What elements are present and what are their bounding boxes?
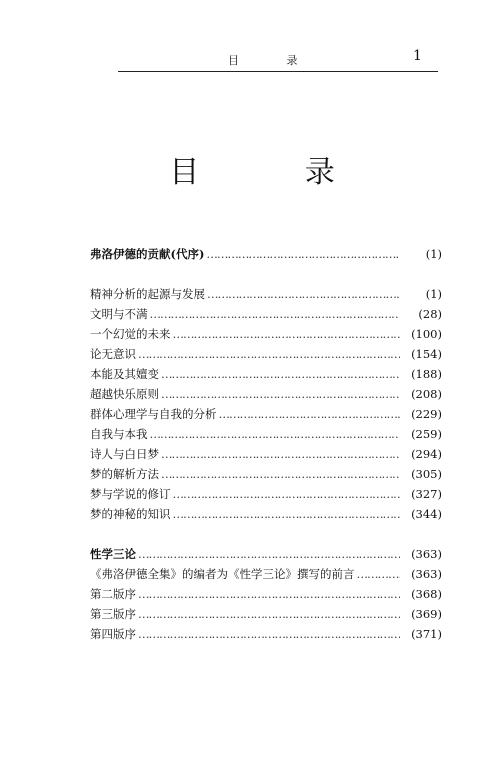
toc-entry[interactable] bbox=[90, 405, 442, 423]
toc-entry-page: (369) bbox=[411, 607, 442, 621]
toc-leader-dots bbox=[138, 585, 400, 603]
toc-entry-label: 本能及其嬗变 bbox=[90, 367, 159, 381]
toc-leader-dots bbox=[173, 325, 401, 343]
toc-entry[interactable] bbox=[90, 285, 442, 303]
toc-entry-label: 群体心理学与自我的分析 bbox=[90, 407, 217, 421]
toc-entry[interactable] bbox=[90, 565, 442, 583]
toc-entry-page: (363) bbox=[411, 567, 442, 581]
toc-entry-page: (305) bbox=[411, 467, 442, 481]
toc-entry[interactable] bbox=[90, 345, 442, 363]
toc-entry-label: 超越快乐原则 bbox=[90, 387, 159, 401]
toc-entry-page: (154) bbox=[411, 347, 442, 361]
toc-entry-page: (294) bbox=[411, 447, 442, 461]
toc-entry[interactable] bbox=[90, 425, 442, 443]
toc-leader-dots bbox=[161, 385, 400, 403]
toc-leader-dots bbox=[150, 425, 401, 443]
toc-entry-label: 第四版序 bbox=[90, 627, 136, 641]
toc-entry[interactable] bbox=[90, 445, 442, 463]
toc-entry-page: (344) bbox=[411, 507, 442, 521]
toc-entry-page: (327) bbox=[411, 487, 442, 501]
toc-entry-label: 弗洛伊德的贡献(代序) bbox=[90, 247, 205, 261]
toc-entry-label: 梦的解析方法 bbox=[90, 467, 159, 481]
toc-leader-dots bbox=[161, 365, 400, 383]
toc-entry-page: (1) bbox=[425, 287, 442, 301]
toc-entry[interactable] bbox=[90, 485, 442, 503]
toc-leader-dots bbox=[161, 465, 400, 483]
toc-entry[interactable] bbox=[90, 585, 442, 603]
toc-entry[interactable] bbox=[90, 365, 442, 383]
toc-entry-page: (208) bbox=[411, 387, 442, 401]
toc-entry-page: (371) bbox=[411, 627, 442, 641]
toc-entry-label: 《弗洛伊德全集》的编者为《性学三论》撰写的前言 bbox=[90, 567, 355, 581]
toc-entry-page: (259) bbox=[411, 427, 442, 441]
running-head-title: 目 录 bbox=[228, 54, 320, 67]
toc-entry-page: (363) bbox=[411, 547, 442, 561]
toc-entry[interactable] bbox=[90, 545, 442, 563]
toc-entry-label: 文明与不满 bbox=[90, 307, 148, 321]
toc-leader-dots bbox=[206, 245, 400, 263]
toc-entry-page: (229) bbox=[411, 407, 442, 421]
toc-leader-dots bbox=[207, 285, 400, 303]
toc-entry-label: 精神分析的起源与发展 bbox=[90, 287, 205, 301]
toc-entry-page: (188) bbox=[411, 367, 442, 381]
toc-leader-dots bbox=[138, 625, 400, 643]
toc-entry-label: 论无意识 bbox=[90, 347, 136, 361]
toc-leader-dots bbox=[173, 485, 401, 503]
toc-entry-label: 一个幻觉的未来 bbox=[90, 327, 171, 341]
page-title: 目 录 bbox=[169, 155, 383, 190]
toc-leader-dots bbox=[173, 505, 401, 523]
toc-entry[interactable] bbox=[90, 465, 442, 483]
running-head bbox=[118, 40, 438, 80]
toc-entry[interactable] bbox=[90, 305, 442, 323]
running-head-rule bbox=[118, 71, 438, 72]
toc-entry-page: (1) bbox=[425, 247, 442, 261]
toc-entry-page: (28) bbox=[418, 307, 442, 321]
toc-leader-dots bbox=[161, 445, 400, 463]
toc-entry-label: 自我与本我 bbox=[90, 427, 148, 441]
toc-entry[interactable] bbox=[90, 605, 442, 623]
toc-entry[interactable] bbox=[90, 245, 442, 263]
toc-entry[interactable] bbox=[90, 325, 442, 343]
running-head-page-number: 1 bbox=[413, 48, 422, 64]
toc-entry-label: 诗人与白日梦 bbox=[90, 447, 159, 461]
toc-entry-label: 性学三论 bbox=[90, 547, 136, 561]
toc-entry-label: 梦的神秘的知识 bbox=[90, 507, 171, 521]
toc-entry[interactable] bbox=[90, 505, 442, 523]
toc-entry-label: 梦与学说的修订 bbox=[90, 487, 171, 501]
toc-leader-dots bbox=[138, 345, 400, 363]
toc-entry-label: 第二版序 bbox=[90, 587, 136, 601]
toc-leader-dots bbox=[219, 405, 401, 423]
toc-entry-page: (368) bbox=[411, 587, 442, 601]
toc-leader-dots bbox=[138, 545, 400, 563]
toc-entry-label: 第三版序 bbox=[90, 607, 136, 621]
toc-leader-dots bbox=[357, 565, 401, 583]
toc-entry[interactable] bbox=[90, 385, 442, 403]
toc-leader-dots bbox=[138, 605, 400, 623]
toc-entry-page: (100) bbox=[411, 327, 442, 341]
toc-leader-dots bbox=[150, 305, 401, 323]
toc-entry[interactable] bbox=[90, 625, 442, 643]
